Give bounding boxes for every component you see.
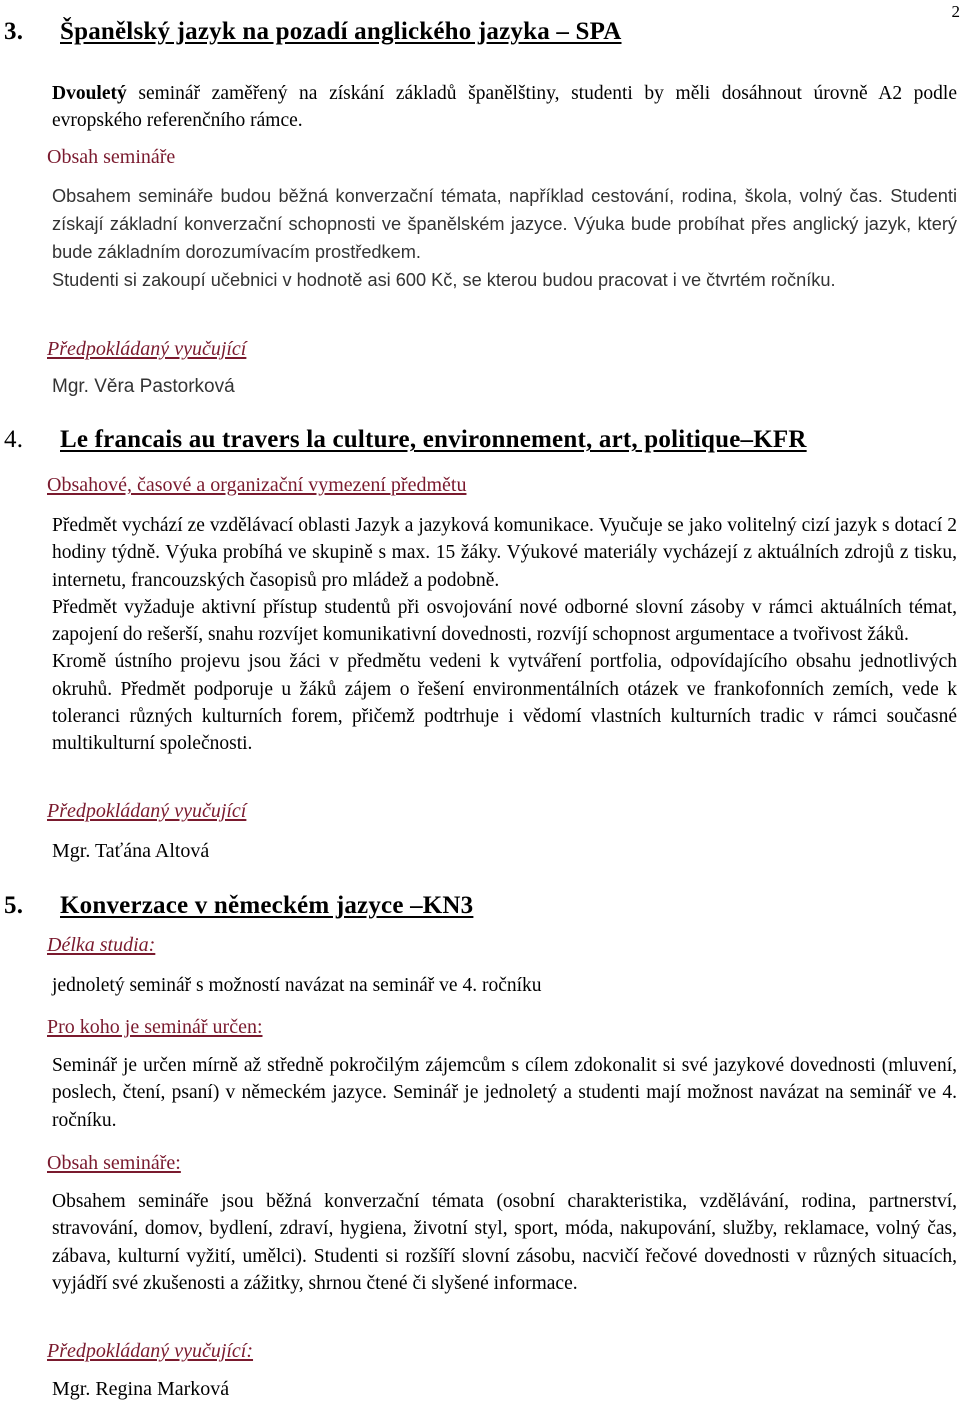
section-3-teacher: Mgr. Věra Pastorková — [52, 376, 235, 397]
section-4-heading — [4, 426, 807, 454]
section-5-length-text: jednoletý seminář s možností navázat na seminář ve 4. ročníku — [52, 975, 542, 996]
section-4-teacher-heading: Předpokládaný vyučující — [47, 800, 247, 822]
section-3-heading — [4, 18, 622, 46]
section-5-length — [52, 972, 957, 999]
section-3-intro — [52, 80, 957, 135]
page-number: 2 — [951, 2, 960, 21]
section-4-org-heading: Obsahové, časové a organizační vymezení předmětu — [47, 474, 467, 496]
section-5-title: Konverzace v německém jazyce –KN3 — [60, 892, 474, 919]
section-3-intro-text: seminář zaměřený na získání základů španělštiny, studenti by měli dosáhnout úrovně A2 podle evropského referenčního rámce. — [52, 83, 957, 132]
section-4-p3: Kromě ústního projevu jsou žáci v předmětu vedeni k vytváření portfolia, odpovídajícího obsahu jednotlivých okruhů. Předmět podporuje u žáků zájem o řešení environmentálních otázek ve frankofonních zemích, vede k toleranci různých kulturních forem, přičemž podtrhuje i vědomí vlastních kulturních tradic v rámci současné multikulturní společnosti. — [52, 651, 957, 755]
section-5-content — [52, 1188, 957, 1297]
section-4-body — [52, 512, 957, 758]
section-5-length-heading: Délka studia: — [47, 934, 156, 956]
section-5-number: 5. — [4, 892, 24, 919]
section-5-heading — [4, 892, 473, 920]
section-5-for-heading: Pro koho je seminář určen: — [47, 1016, 263, 1038]
section-3-title: Španělský jazyk na pozadí anglického jazyka – SPA — [60, 18, 622, 45]
section-4-p1: Předmět vychází ze vzdělávací oblasti Jazyk a jazyková komunikace. Vyučuje se jako volitelný cizí jazyk s dotací 2 hodiny týdně. Výuka probíhá ve skupině s max. 15 žáky. Výukové materiály vycházejí z aktuálních zdrojů z tisku, internetu, francouzských časopisů pro mládež a podobně. — [52, 515, 957, 591]
section-3-content — [52, 182, 957, 294]
section-4-number: 4. — [4, 426, 24, 453]
section-4-title: Le francais au travers la culture, environnement, art, politique–KFR — [60, 426, 807, 453]
section-3-content-p1: Obsahem semináře budou běžná konverzační témata, například cestování, rodina, škola, volný čas. Studenti získají základní konverzační schopnosti ve španělském jazyce. Výuka bude probíhat přes anglický jazyk, který bude základním dorozumívacím prostředkem. — [52, 186, 957, 262]
section-3-teacher-heading: Předpokládaný vyučující — [47, 338, 247, 360]
section-3-content-heading: Obsah semináře — [47, 146, 176, 168]
section-5-for-text: Seminář je určen mírně až středně pokročilým zájemcům s cílem zdokonalit si své jazykové dovednosti (mluvení, poslech, čtení, psaní) v německém jazyce. Seminář je jednoletý a studenti mají možnost navázat na seminář ve 4. ročníku. — [52, 1055, 957, 1131]
section-4-p2: Předmět vyžaduje aktivní přístup studentů při osvojování nové odborné slovní zásoby v rámci aktuálních témat, zapojení do rešerší, snahu rozvíjet komunikativní dovednosti, rozvíjí schopnost argumentace a tvořivost žáků. — [52, 596, 957, 646]
section-5-content-text: Obsahem semináře jsou běžná konverzační témata (osobní charakteristika, vzdělávání, rodina, partnerství, stravování, domov, bydlení, zdraví, hygiena, životní styl, sport, móda, nakupování, služby, reklamace, volný čas, zábava, kulturní vyžití, umělci). Studenti si rozšíří slovní zásobu, nacvičí řečové dovednosti v různých situacích, vyjádří své zkušenosti a zážitky, shrnou čtené či slyšené informace. — [52, 1191, 957, 1294]
section-3-content-p2: Studenti si zakoupí učebnici v hodnotě asi 600 Kč, se kterou budou pracovat i ve čtvrtém ročníku. — [52, 270, 836, 290]
section-3-number: 3. — [4, 18, 24, 45]
section-5-content-heading: Obsah semináře: — [47, 1152, 181, 1174]
section-5-teacher-heading: Předpokládaný vyučující: — [47, 1340, 254, 1362]
section-5-teacher: Mgr. Regina Marková — [52, 1378, 230, 1400]
section-3-intro-bold: Dvouletý — [52, 83, 127, 104]
section-5-for — [52, 1052, 957, 1134]
section-4-teacher: Mgr. Taťána Altová — [52, 840, 210, 862]
